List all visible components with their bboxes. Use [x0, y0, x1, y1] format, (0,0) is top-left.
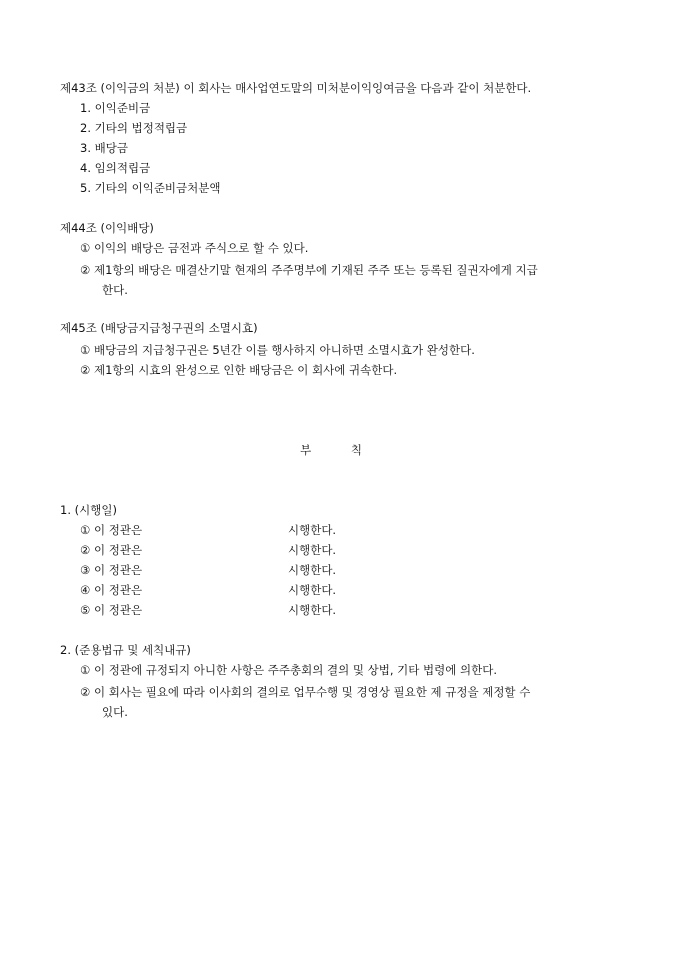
effective-row-4-right: 시행한다. — [288, 583, 337, 597]
article-45-heading: 제45조 (배당금지급청구권의 소멸시효) — [60, 321, 258, 335]
article-44-item-2: ② 제1항의 배당은 매결산기말 현재의 주주명부에 기재된 주주 또는 등록된 질권자에게 지급 — [80, 263, 538, 277]
article-43-item-1: 1. 이익준비금 — [80, 101, 151, 115]
section-2-item-2-continued: 있다. — [102, 705, 128, 719]
article-43-item-2: 2. 기타의 법정적립금 — [80, 121, 188, 135]
article-44-item-1: ① 이익의 배당은 금전과 주식으로 할 수 있다. — [80, 241, 309, 255]
article-45-item-1: ① 배당금의 지급청구권은 5년간 이를 행사하지 아니하면 소멸시효가 완성한다. — [80, 343, 475, 357]
article-45-item-2: ② 제1항의 시효의 완성으로 인한 배당금은 이 회사에 귀속한다. — [80, 363, 398, 377]
article-44-item-2-continued: 한다. — [102, 283, 128, 297]
section-2-item-2: ② 이 회사는 필요에 따라 이사회의 결의로 업무수행 및 경영상 필요한 제 규정을 제정할 수 — [80, 685, 531, 699]
effective-row-1-right: 시행한다. — [288, 523, 337, 537]
article-43-heading: 제43조 (이익금의 처분) 이 회사는 매사업연도말의 미처분이익잉여금을 다음과 같이 처분한다. — [60, 81, 532, 95]
effective-row-3-right: 시행한다. — [288, 563, 337, 577]
effective-row-1-left: ① 이 정관은 — [80, 523, 143, 537]
effective-row-2-left: ② 이 정관은 — [80, 543, 143, 557]
section-1-heading: 1. (시행일) — [60, 503, 117, 517]
effective-row-2-right: 시행한다. — [288, 543, 337, 557]
article-43-item-4: 4. 임의적립금 — [80, 161, 151, 175]
supplementary-title: 부 칙 — [300, 443, 380, 457]
effective-row-3-left: ③ 이 정관은 — [80, 563, 143, 577]
article-43-item-3: 3. 배당금 — [80, 141, 128, 155]
article-43-item-5: 5. 기타의 이익준비금처분액 — [80, 181, 221, 195]
section-2-item-1: ① 이 정관에 규정되지 아니한 사항은 주주총회의 결의 및 상법, 기타 법령에 의한다. — [80, 663, 497, 677]
effective-row-4-left: ④ 이 정관은 — [80, 583, 143, 597]
effective-row-5-right: 시행한다. — [288, 603, 337, 617]
article-44-heading: 제44조 (이익배당) — [60, 221, 154, 235]
section-2-heading: 2. (준용법규 및 세칙내규) — [60, 643, 191, 657]
effective-row-5-left: ⑤ 이 정관은 — [80, 603, 143, 617]
